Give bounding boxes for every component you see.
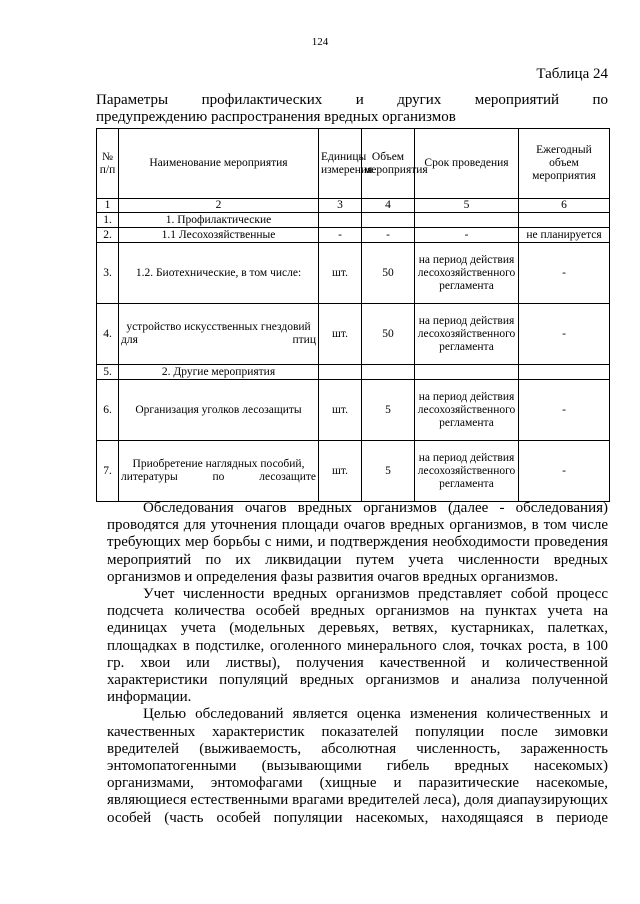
page-number: 124 [311,36,329,48]
row-volume: 5 [362,441,415,502]
row-unit [319,213,362,228]
caption-line-2: предупреждению распространения вредных организмов [96,109,456,125]
row-term: на период действия лесохозяйственного регламента [415,304,519,365]
row-annual: - [519,380,610,441]
header-name: Наименование мероприятия [119,129,319,199]
header-term: Срок проведения [415,129,519,199]
column-number-row [97,199,610,213]
table-label: Таблица 24 [536,66,608,82]
row-name: устройство искусственных гнездовий для птиц [119,304,319,365]
header-number: № п/п [97,129,119,199]
paragraph: Учет численности вредных организмов представляет собой процесс подсчета количества особей вредных организмов на пунктах учета на единицах учета (модельных деревьях, ветвях, кустарниках, палетках, площадках в подстилке, оголенного минерального слоя, точках роста, в 100 гр. хвои или листвы), получения качественной и количественной характеристики популяций вредных организмов и анализа полученной информации. [107,586,608,706]
row-annual [519,213,610,228]
row-unit [319,365,362,380]
table-row [97,365,610,380]
row-annual: - [519,441,610,502]
row-term: на период действия лесохозяйственного регламента [415,380,519,441]
table-row [97,441,610,502]
body-text [107,500,608,827]
column-number: 4 [362,199,415,213]
row-annual: - [519,243,610,304]
row-number: 3. [97,243,119,304]
row-term [415,365,519,380]
row-name: 1.1 Лесохозяйственные [119,228,319,243]
row-term: на период действия лесохозяйственного регламента [415,243,519,304]
table-header-row [97,129,610,199]
row-number: 7. [97,441,119,502]
table-row [97,380,610,441]
row-volume: 50 [362,243,415,304]
row-name: 1. Профилактические [119,213,319,228]
row-volume: 50 [362,304,415,365]
table-caption [96,92,608,126]
row-annual [519,365,610,380]
row-term: на период действия лесохозяйственного регламента [415,441,519,502]
row-name: 2. Другие мероприятия [119,365,319,380]
paragraph: Обследования очагов вредных организмов (далее - обследования) проводятся для уточнения площади очагов вредных организмов, в том числе требующих мер борьбы с ними, и подтверждения необходимости проведения мероприятий по их ликвидации путем учета численности вредных организмов и определения фазы развития очагов вредных организмов. [107,500,608,585]
row-term [415,213,519,228]
row-annual: - [519,304,610,365]
row-number: 6. [97,380,119,441]
table-row [97,304,610,365]
row-unit: шт. [319,380,362,441]
table-row [97,228,610,243]
row-name: Приобретение наглядных пособий, литературы по лесозащите [119,441,319,502]
measures-table [96,128,610,502]
row-volume [362,365,415,380]
row-name: 1.2. Биотехнические, в том числе: [119,243,319,304]
caption-line-1: Параметры профилактических и других мероприятий по [96,92,608,108]
column-number: 1 [97,199,119,213]
row-term: - [415,228,519,243]
row-unit: шт. [319,441,362,502]
row-annual: не планируется [519,228,610,243]
column-number: 2 [119,199,319,213]
row-volume: - [362,228,415,243]
row-number: 4. [97,304,119,365]
column-number: 3 [319,199,362,213]
column-number: 6 [519,199,610,213]
table-row [97,213,610,228]
row-volume [362,213,415,228]
header-unit: Единицы измерения [319,129,362,199]
row-number: 1. [97,213,119,228]
row-unit: - [319,228,362,243]
row-volume: 5 [362,380,415,441]
row-name: Организация уголков лесозащиты [119,380,319,441]
row-unit: шт. [319,243,362,304]
row-unit: шт. [319,304,362,365]
row-number: 2. [97,228,119,243]
row-number: 5. [97,365,119,380]
header-annual: Ежегодный объем мероприятия [519,129,610,199]
paragraph: Целью обследований является оценка изменения количественных и качественных характеристик показателей популяции после зимовки вредителей (выживаемость, абсолютная численность, зараженность энтомопатогенными (вызывающими гибель вредных насекомых) организмами, энтомофагами (хищные и паразитические насекомые, являющиеся естественными врагами вредителей леса), доля диапаузирующих особей (часть особей популяции насекомых, находящаяся в периоде [107,706,608,826]
column-number: 5 [415,199,519,213]
header-volume: Объем мероприятия [362,129,415,199]
table-row [97,243,610,304]
